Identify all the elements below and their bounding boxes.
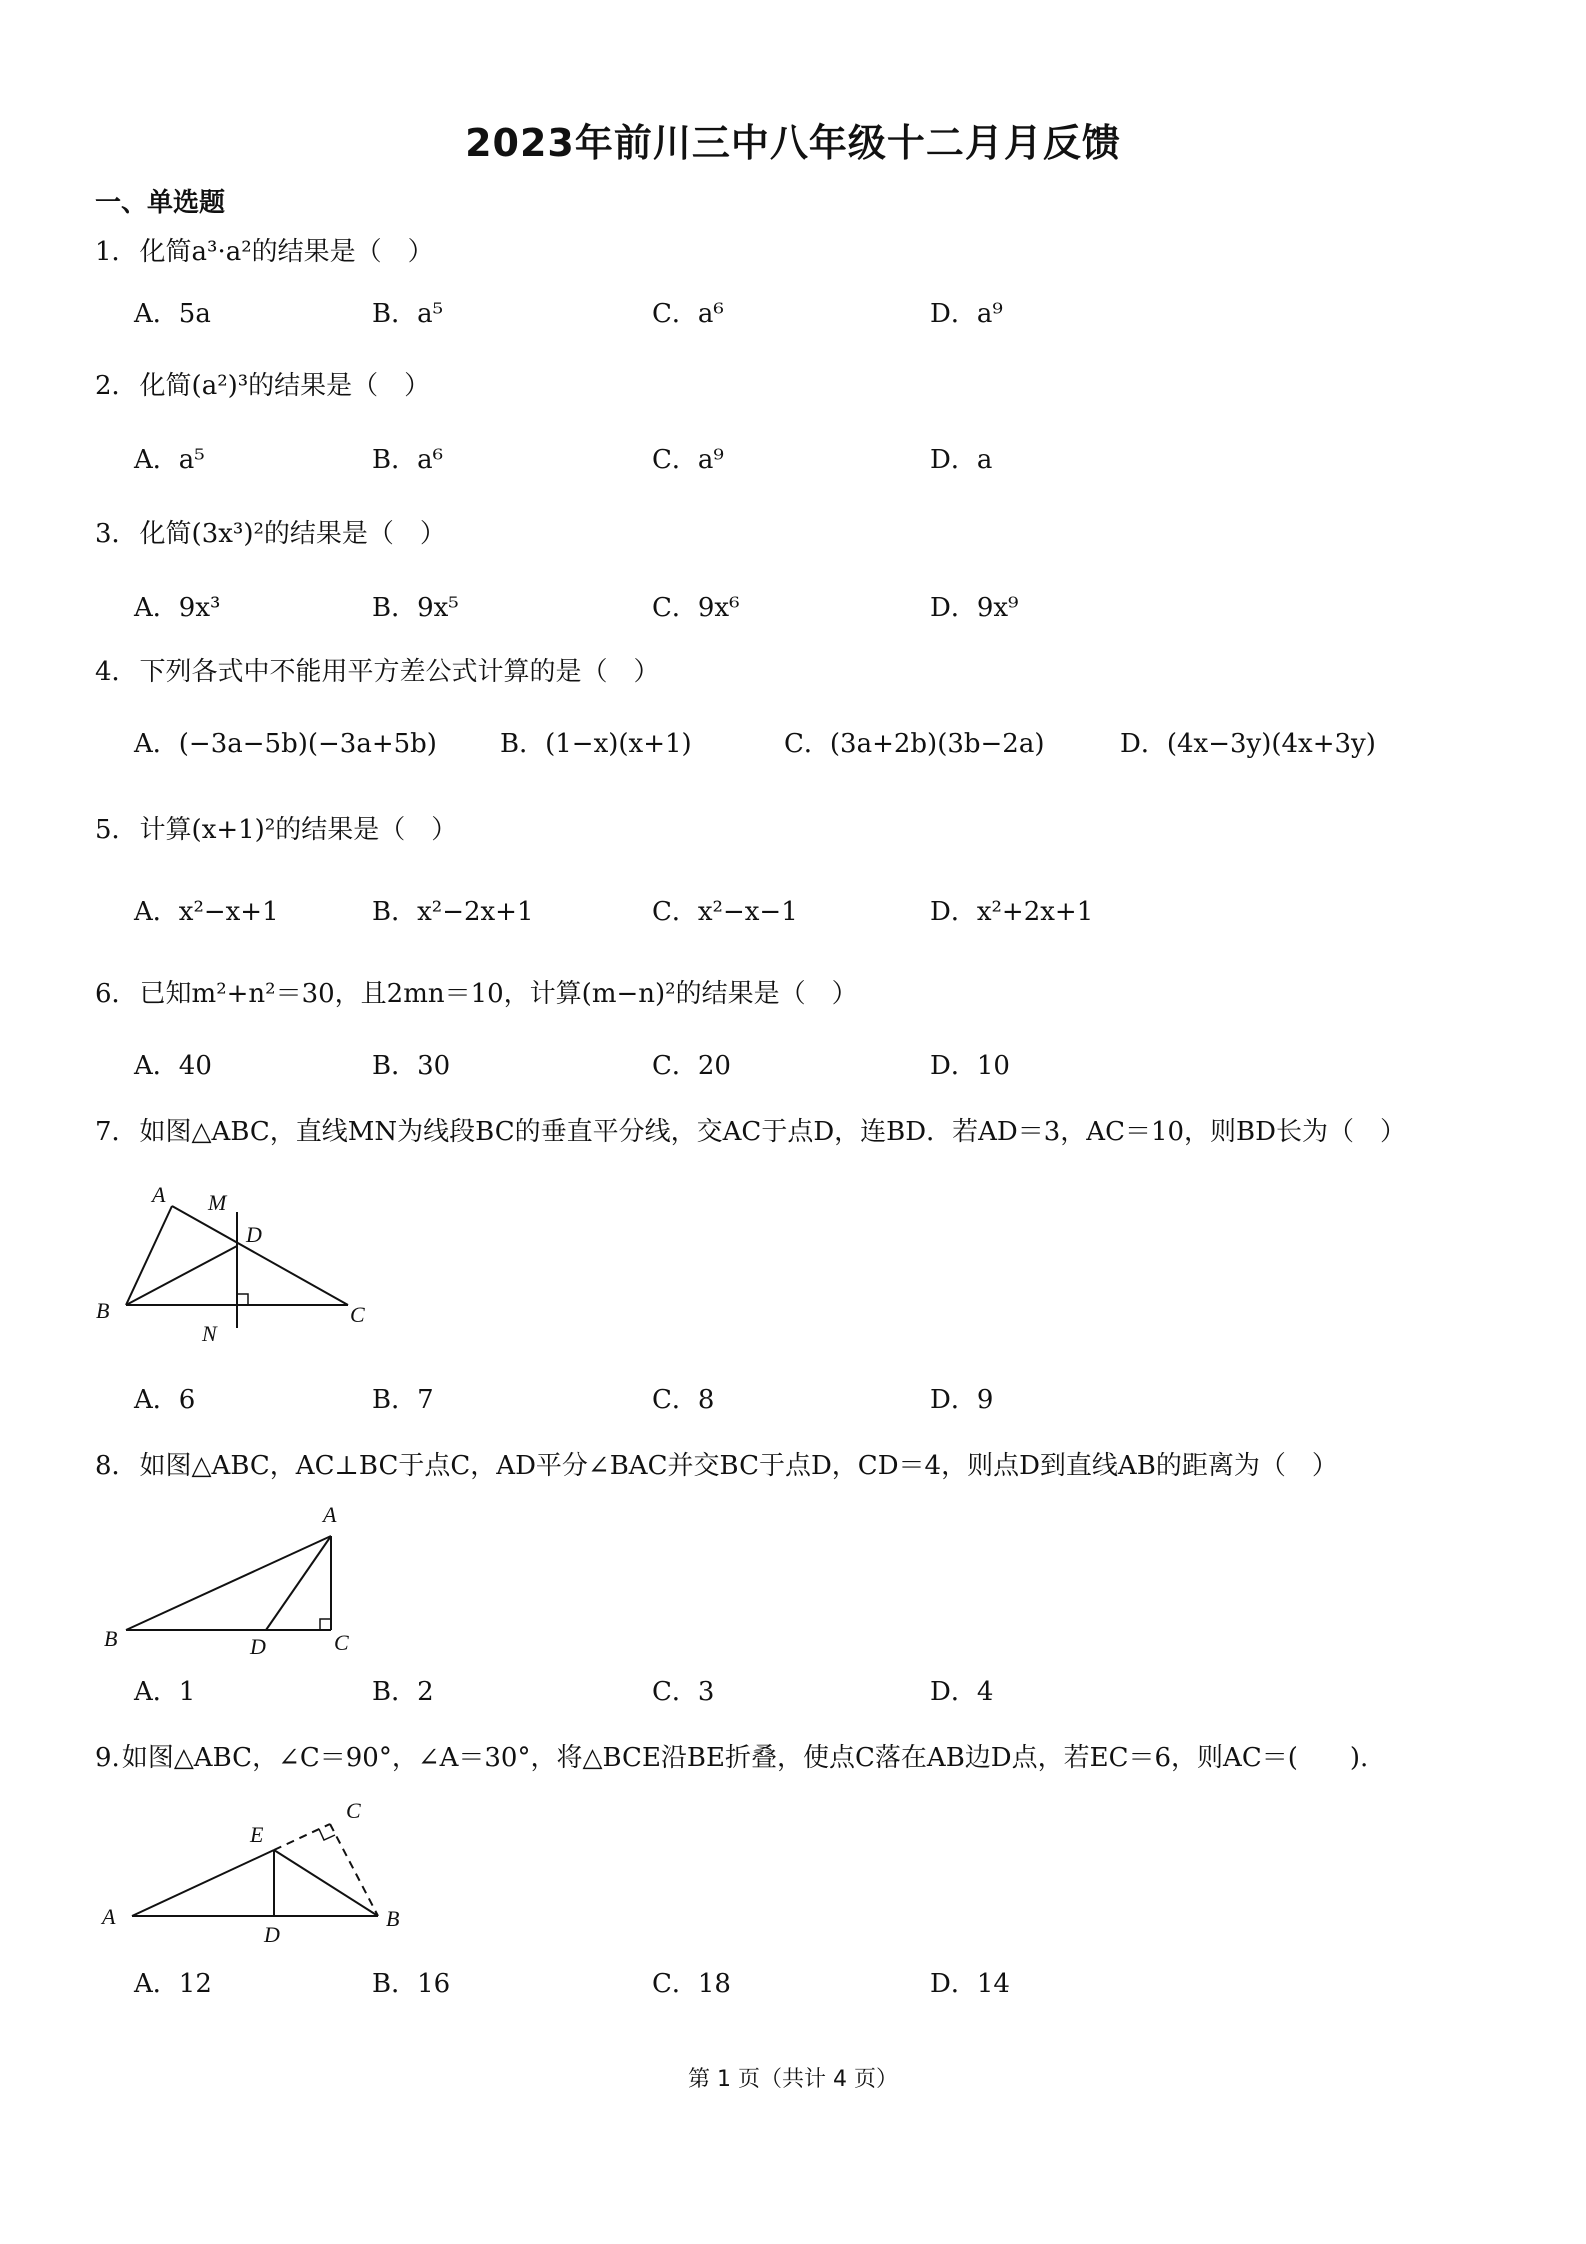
option-c[interactable]: C．18: [652, 1969, 731, 1999]
label-a: A: [102, 1904, 116, 1929]
question-number: 4．: [95, 657, 138, 687]
option-b[interactable]: B．(1−x)(x+1): [500, 729, 692, 759]
option-b[interactable]: B．2: [372, 1677, 434, 1707]
option-d[interactable]: D．4: [930, 1677, 994, 1707]
option-a[interactable]: A．x²−x+1: [134, 897, 279, 927]
option-b[interactable]: B．30: [372, 1051, 451, 1081]
question-number: 7．: [95, 1117, 138, 1147]
label-d: D: [246, 1222, 262, 1247]
question-7: [95, 1114, 1406, 1150]
page-footer: 第 1 页（共计 4 页）: [688, 2067, 898, 2092]
option-c[interactable]: C．8: [652, 1385, 715, 1415]
option-a[interactable]: A．a⁵: [134, 445, 205, 475]
question-number: 8．: [95, 1451, 138, 1481]
figure-q8-triangle: [90, 1500, 380, 1660]
question-stem: 如图△ABC，AC⊥BC于点C，AD平分∠BAC并交BC于点D，CD＝4，则点D到直线AB的距离为（ ）: [139, 1451, 1338, 1481]
option-c[interactable]: C．(3a+2b)(3b−2a): [784, 729, 1045, 759]
option-d[interactable]: D．x²+2x+1: [930, 897, 1094, 927]
option-b[interactable]: B．9x⁵: [372, 593, 459, 623]
option-a[interactable]: A．9x³: [134, 593, 221, 623]
label-c: C: [334, 1630, 349, 1655]
question-number: 6．: [95, 979, 138, 1009]
label-b: B: [386, 1906, 400, 1931]
label-n: N: [202, 1321, 217, 1346]
option-a[interactable]: A．6: [134, 1385, 196, 1415]
option-b[interactable]: B．a⁶: [372, 445, 444, 475]
question-stem: 化简a³·a²的结果是（ ）: [139, 237, 434, 267]
question-stem: 化简(3x³)²的结果是（ ）: [139, 519, 446, 549]
label-d: D: [264, 1922, 280, 1947]
option-d[interactable]: D．(4x−3y)(4x+3y): [1120, 729, 1376, 759]
question-stem: 如图△ABC，∠C＝90°，∠A＝30°，将△BCE沿BE折叠，使点C落在AB边D点，若EC＝6，则AC＝( ).: [121, 1743, 1369, 1773]
question-5: [95, 812, 457, 848]
question-3: [95, 516, 446, 552]
label-e: E: [250, 1822, 264, 1847]
option-d[interactable]: D．14: [930, 1969, 1010, 1999]
question-8: [95, 1448, 1338, 1484]
label-d: D: [250, 1634, 266, 1659]
option-a[interactable]: A．1: [134, 1677, 196, 1707]
option-d[interactable]: D．9: [930, 1385, 994, 1415]
option-c[interactable]: C．3: [652, 1677, 715, 1707]
question-stem: 化简(a²)³的结果是（ ）: [139, 371, 431, 401]
question-4: [95, 654, 660, 690]
option-b[interactable]: B．a⁵: [372, 299, 444, 329]
option-a[interactable]: A．12: [134, 1969, 212, 1999]
question-number: 2．: [95, 371, 138, 401]
label-b: B: [96, 1298, 110, 1323]
option-d[interactable]: D．a: [930, 445, 993, 475]
page-title: 2023年前川三中八年级十二月月反馈: [465, 121, 1121, 165]
option-a[interactable]: A．(−3a−5b)(−3a+5b): [134, 729, 437, 759]
label-c: C: [346, 1798, 361, 1823]
option-b[interactable]: B．16: [372, 1969, 451, 1999]
option-c[interactable]: C．x²−x−1: [652, 897, 798, 927]
question-number: 1．: [95, 237, 138, 267]
question-stem: 已知m²+n²＝30，且2mn＝10，计算(m−n)²的结果是（ ）: [139, 979, 858, 1009]
label-b: B: [104, 1626, 118, 1651]
option-d[interactable]: D．a⁹: [930, 299, 1003, 329]
option-d[interactable]: D．9x⁹: [930, 593, 1019, 623]
question-number: 9.: [95, 1743, 120, 1773]
figure-q7-triangle: [90, 1180, 380, 1360]
question-number: 3．: [95, 519, 138, 549]
question-stem: 如图△ABC，直线MN为线段BC的垂直平分线，交AC于点D，连BD．若AD＝3，AC＝10，则BD长为（ ）: [139, 1117, 1406, 1147]
option-c[interactable]: C．a⁹: [652, 445, 724, 475]
label-m: M: [208, 1190, 227, 1215]
question-stem: 计算(x+1)²的结果是（ ）: [139, 815, 458, 845]
option-c[interactable]: C．a⁶: [652, 299, 724, 329]
section-heading: 一、单选题: [95, 188, 226, 218]
option-a[interactable]: A．5a: [134, 299, 211, 329]
question-stem: 下列各式中不能用平方差公式计算的是（ ）: [139, 657, 660, 687]
option-c[interactable]: C．9x⁶: [652, 593, 740, 623]
label-a: A: [152, 1182, 166, 1207]
option-a[interactable]: A．40: [134, 1051, 212, 1081]
label-a: A: [323, 1502, 337, 1527]
question-6: [95, 976, 858, 1012]
option-c[interactable]: C．20: [652, 1051, 731, 1081]
option-b[interactable]: B．x²−2x+1: [372, 897, 534, 927]
question-2: [95, 368, 430, 404]
question-number: 5．: [95, 815, 138, 845]
figure-q9-triangle: [90, 1790, 430, 1950]
question-9: [95, 1740, 1368, 1776]
label-c: C: [350, 1302, 365, 1327]
option-b[interactable]: B．7: [372, 1385, 434, 1415]
option-d[interactable]: D．10: [930, 1051, 1010, 1081]
question-1: [95, 234, 434, 270]
